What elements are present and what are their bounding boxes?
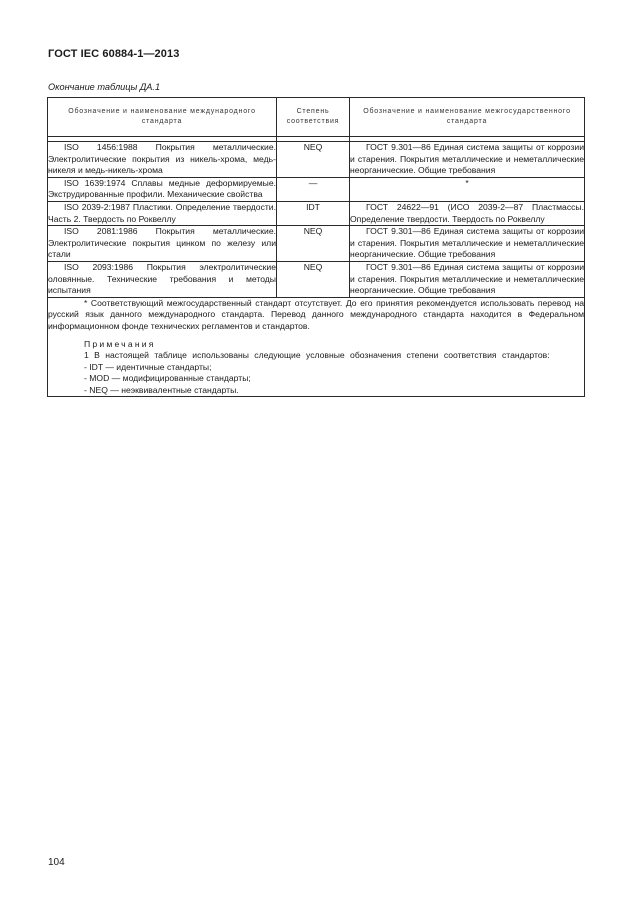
footnote: * Соответствующий межгосударственный стандарт отсутствует. До его принятия рекомендуется использовать перевод на русский язык данного международного стандарта. Перевод данного международного стандарта находится в Федеральном информационном фонде технических регламентов и стандартов. bbox=[48, 297, 584, 331]
notes-title: Примечания bbox=[84, 338, 156, 349]
degree-cell: IDT bbox=[277, 201, 350, 225]
note-item-mod: - MOD — модифицированные стандарты; bbox=[84, 373, 251, 384]
table-row bbox=[48, 201, 585, 225]
international-standard-cell: ISO 1456:1988 Покрытия металлические. Электролитические покрытия из никель-хрома, медь-никеля и медь-никель-хрома bbox=[48, 142, 277, 178]
interstate-standard-cell: ГОСТ 24622—91 (ИСО 2039-2—87 Пластмассы. Определение твердости. Твердость по Роквеллу bbox=[350, 201, 585, 225]
table-footer-row bbox=[48, 297, 585, 397]
column-header-interstate: Обозначение и наименование межгосударственного стандарта bbox=[350, 98, 585, 137]
table-caption: Окончание таблицы ДА.1 bbox=[48, 82, 161, 92]
degree-cell: NEQ bbox=[277, 142, 350, 178]
table-row bbox=[48, 226, 585, 262]
note-1: 1 В настоящей таблице использованы следующие условные обозначения степени соответствия стандартов: bbox=[84, 350, 550, 361]
table-footer bbox=[48, 297, 585, 397]
international-standard-cell: ISO 1639:1974 Сплавы медные деформируемые. Экструдированные профили. Механические свойства bbox=[48, 177, 277, 201]
table-row bbox=[48, 177, 585, 201]
document-code: ГОСТ IEC 60884-1—2013 bbox=[48, 48, 180, 60]
note-item-idt: - IDT — идентичные стандарты; bbox=[84, 361, 212, 372]
page-number: 104 bbox=[48, 857, 65, 868]
note-item-neq: - NEQ — неэквивалентные стандарты. bbox=[84, 384, 239, 395]
interstate-standard-cell: ГОСТ 9.301—86 Единая система защиты от коррозии и старения. Покрытия металлические и неметаллические неорганические. Общие требования bbox=[350, 226, 585, 262]
degree-cell: — bbox=[277, 177, 350, 201]
degree-cell: NEQ bbox=[277, 226, 350, 262]
international-standard-cell: ISO 2081:1986 Покрытия металлические. Электролитические покрытия цинком по железу или стали bbox=[48, 226, 277, 262]
correspondence-table bbox=[47, 97, 585, 397]
international-standard-cell: ISO 2039-2:1987 Пластики. Определение твердости. Часть 2. Твердость по Роквеллу bbox=[48, 201, 277, 225]
table-row bbox=[48, 142, 585, 178]
table-row bbox=[48, 261, 585, 297]
degree-cell: NEQ bbox=[277, 261, 350, 297]
column-header-international: Обозначение и наименование международного стандарта bbox=[48, 98, 277, 137]
interstate-standard-cell: * bbox=[350, 177, 585, 201]
international-standard-cell: ISO 2093:1986 Покрытия электролитические оловянные. Технические требования и методы испытания bbox=[48, 261, 277, 297]
interstate-standard-cell: ГОСТ 9.301—86 Единая система защиты от коррозии и старения. Покрытия металлические и неметаллические неорганические. Общие требования bbox=[350, 261, 585, 297]
interstate-standard-cell: ГОСТ 9.301—86 Единая система защиты от коррозии и старения. Покрытия металлические и неметаллические неорганические. Общие требования bbox=[350, 142, 585, 178]
column-header-degree: Степень соответствия bbox=[277, 98, 350, 137]
